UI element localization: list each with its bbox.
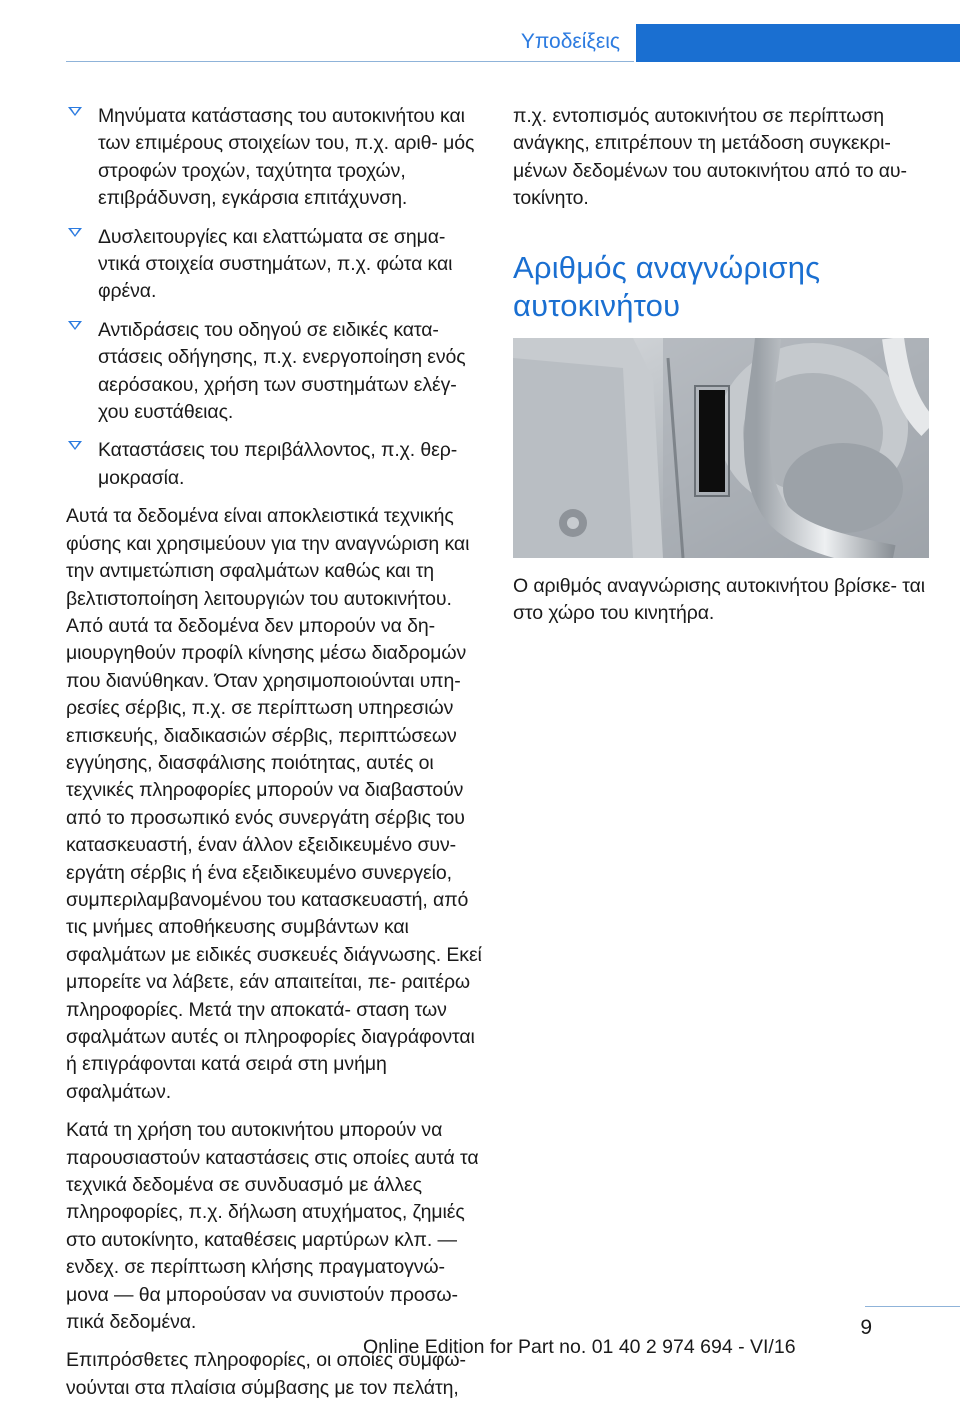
section-title: Υποδείξεις	[520, 30, 620, 53]
triangle-bullet-icon	[68, 321, 82, 330]
list-item-text: Καταστάσεις του περιβάλλοντος, π.χ. θερ‐ μοκρασία.	[98, 439, 458, 489]
triangle-bullet-icon	[68, 441, 82, 450]
triangle-bullet-icon	[68, 107, 82, 116]
header-tab	[636, 24, 960, 62]
list-item	[66, 317, 482, 427]
body-paragraph: π.χ. εντοπισμός αυτοκινήτου σε περίπτωση ανάγκης, επιτρέπουν τη μετάδοση συγκεκρι‐ μένων δεδομένων του αυτοκινήτου από το αυ‐ τοκίνητο.	[513, 105, 907, 210]
list-item-text: Αντιδράσεις του οδηγού σε ειδικές κατα‐ στάσεις οδήγησης, π.χ. ενεργοποίηση ενός αερόσακου, χρήση των συστημάτων ελέγ‐ χου ευστάθειας.	[98, 318, 466, 424]
engine-bay-photo	[513, 338, 929, 558]
section-heading: Αριθμός αναγνώρισης αυτοκινήτου	[513, 249, 821, 323]
triangle-bullet-icon	[68, 228, 82, 237]
list-item	[66, 103, 482, 213]
list-item-text: Μηνύματα κατάστασης του αυτοκινήτου και των επιμέρους στοιχείων του, π.χ. αριθ‐ μός στροφών τροχών, ταχύτητα τροχών, επιβράδυνση, εγκάρσια επιτάχυνση.	[98, 105, 475, 210]
list-item	[66, 224, 482, 306]
edition-footer: Online Edition for Part no. 01 40 2 974 694 - VI/16	[363, 1336, 796, 1358]
right-column	[513, 103, 933, 638]
body-paragraph: Επιπρόσθετες πληροφορίες, οι οποίες συμφω‐ νούνται στα πλαίσια σύμβασης με τον πελάτη,	[66, 1349, 466, 1399]
list-item	[66, 437, 482, 492]
header-rule	[66, 61, 634, 62]
body-paragraph: Κατά τη χρήση του αυτοκινήτου μπορούν να παρουσιαστούν καταστάσεις στις οποίες αυτά τα τεχνικά δεδομένα σε συνδυασμό με άλλες πληροφορίες, π.χ. δήλωση ατυχήματος, ζημιές στο αυτοκίνητο, καταθέσεις μαρτύρων κλπ. — ενδεχ. σε περίπτωση κλήσης πραγματογνώ‐ μονα — θα μπορούσαν να συνιστούν προσω‐ πικά δεδομένα.	[66, 1119, 479, 1334]
vin-plate	[699, 390, 725, 492]
page-number: 9	[860, 1316, 872, 1339]
body-paragraph: Αυτά τα δεδομένα είναι αποκλειστικά τεχνικής φύσης και χρησιμεύουν για την αναγνώριση και την αντιμετώπιση σφαλμάτων καθώς και τη βελτιστοποίηση λειτουργιών του αυτοκινήτου. Από αυτά τα δεδομένα δεν μπορούν να δη‐ μιουργηθούν προφίλ κίνησης μέσω διαδρομών που διανύθηκαν. Όταν χρησιμοποιούνται υπη‐ ρεσίες σέρβις, π.χ. σε περίπτωση υπηρεσιών επισκευής, διαδικασιών σέρβις, περιπτώσεων εγγύησης, διασφάλισης ποιότητας, αυτές οι τεχνικές πληροφορίες μπορούν να διαβαστούν από το προσωπικό ενός συνεργάτη σέρβις του κατασκευαστή, έναν άλλον εξειδικευμένο συν‐ εργάτη σέρβις ή ένα εξειδικευμένο συνεργείο, συμπεριλαμβανομένου του κατασκευαστή, από τις μνήμες αποθήκευσης συμβάντων και σφαλμάτων με ειδικές συσκευές διάγνωσης. Εκεί μπορείτε να λάβετε, εάν απαιτείται, πε‐ ραιτέρω πληροφορίες. Μετά την αποκατά‐ σταση των σφαλμάτων αυτές οι πληροφορίες διαγράφονται ή επιγράφονται κατά σειρά στη μνήμη σφαλμάτων.	[66, 505, 482, 1103]
left-column	[66, 103, 482, 1413]
list-item-text: Δυσλειτουργίες και ελαττώματα σε σημα‐ ντικά στοιχεία συστημάτων, π.χ. φώτα και φρένα.	[98, 225, 453, 303]
footer-rule	[865, 1306, 960, 1307]
image-caption: Ο αριθμός αναγνώρισης αυτοκινήτου βρίσκε‐ ται στο χώρο του κινητήρα.	[513, 574, 925, 625]
